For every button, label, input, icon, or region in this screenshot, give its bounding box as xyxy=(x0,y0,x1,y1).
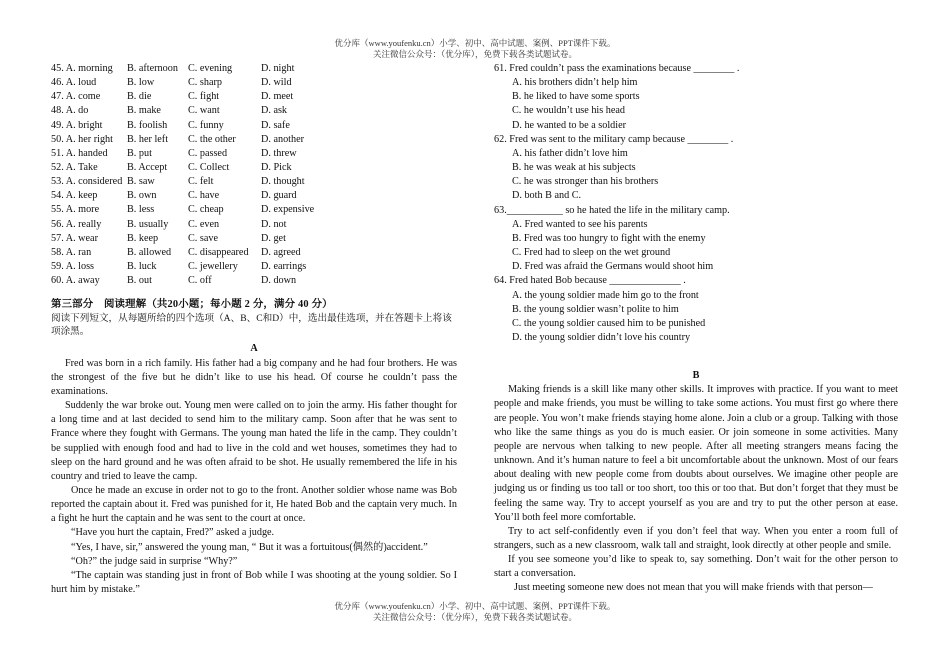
question-option: B. the young soldier wasn’t polite to him xyxy=(512,303,679,315)
cloze-option: B. usually xyxy=(127,218,169,230)
cloze-option: 54. A. keep xyxy=(51,190,98,202)
passage-a-paragraph-1: Fred was born in a rich family. His father had a big company and he had four brothers. He was the strongest of the five but he didn’t like to use his head. Of course he couldn’t pass the examinations. xyxy=(51,357,457,397)
question-option: A. Fred wanted to see his parents xyxy=(512,218,648,230)
cloze-option: 52. A. Take xyxy=(51,161,98,173)
cloze-option: C. jewellery xyxy=(188,260,238,272)
cloze-option-row xyxy=(51,104,457,118)
cloze-option: C. passed xyxy=(188,147,228,159)
cloze-option: 50. A. her right xyxy=(51,133,113,145)
passage-a-paragraph-3: Once he made an excuse in order not to go to the front. Another soldier whose name was Bob reported the captain about it. Fred was punished for it, He hated Bob and the captain very much. In a fight he hurt the captain and he was sent to the court at once. xyxy=(51,484,457,525)
question-option: D. he wanted to be a soldier xyxy=(512,119,627,131)
cloze-option: 46. A. loud xyxy=(51,77,97,89)
cloze-option: D. Pick xyxy=(261,161,292,173)
question-option: D. both B and C. xyxy=(512,190,582,202)
cloze-options xyxy=(51,62,457,288)
question-stem: 64. Fred hated Bob because ______________ . xyxy=(494,275,686,287)
cloze-option: 59. A. loss xyxy=(51,260,95,272)
question-stem: 63.___________ so he hated the life in the military camp. xyxy=(494,204,730,216)
cloze-option: 45. A. morning xyxy=(51,63,113,74)
footer-line-2: 关注微信公众号：（优分库），免费下载各类试题试卷。 xyxy=(372,612,577,622)
cloze-option: 60. A. away xyxy=(51,275,100,287)
cloze-option-row xyxy=(51,246,457,260)
passage-a-dialogue-3: “Oh?” the judge said in surprise “Why?” xyxy=(71,555,238,567)
passage-b-paragraph-3: If you see someone you’d like to speak to, say something. Don’t wait for the other person to start a conversation. xyxy=(494,554,898,580)
cloze-option: C. cheap xyxy=(188,204,224,216)
page-header xyxy=(0,38,950,60)
cloze-option: 58. A. ran xyxy=(51,246,92,258)
passage-a-dialogue-1: “Have you hurt the captain, Fred?” asked a judge. xyxy=(71,527,275,539)
cloze-option: B. low xyxy=(127,77,155,89)
question-option: A. his father didn’t love him xyxy=(512,147,628,159)
passage-b-paragraph-2: Try to act self-confidently even if you don’t feel that way. When you enter a room full of strangers, such as a new classroom, walk tall and straight, look directly at other people and smile. xyxy=(494,525,898,551)
cloze-option: B. foolish xyxy=(127,119,168,131)
cloze-option: D. wild xyxy=(261,77,292,89)
cloze-option-row xyxy=(51,260,457,274)
cloze-option: C. want xyxy=(188,105,220,117)
cloze-option-row xyxy=(51,161,457,175)
cloze-option-row xyxy=(51,203,457,217)
cloze-option: C. the other xyxy=(188,133,236,145)
passage-a-paragraph-2: Suddenly the war broke out. Young men were called on to join the army. His father thought for a long time and at last decided to send him to the military camp. Soon after that he was sent to France where they fought with Germans. The young man hated the life in the camp. They couldn’t be supplied with enough food and had to live in the cold and wet houses, sometimes they had to sleep on the hard ground and he was often afraid to be shot. He usually remembered the life in his country and tried to leave the camp. xyxy=(51,400,457,482)
question-stem: 62. Fred was sent to the military camp because ________ . xyxy=(494,133,734,145)
cloze-option: 51. A. handed xyxy=(51,147,108,159)
section3-instruction: 阅读下列短文，从每题所给的四个选项（A、B、C和D）中，选出最佳选项，并在答题卡上将该项涂黑。 xyxy=(51,313,452,338)
cloze-option: C. disappeared xyxy=(188,246,249,258)
cloze-option: 53. A. considered xyxy=(51,176,123,188)
question-option: C. Fred had to sleep on the wet ground xyxy=(512,247,671,259)
cloze-option: C. felt xyxy=(188,176,214,188)
cloze-option: 55. A. more xyxy=(51,204,100,216)
cloze-option: 49. A. bright xyxy=(51,119,103,131)
left-column xyxy=(51,62,457,597)
cloze-option: B. Accept xyxy=(127,161,168,173)
cloze-option: B. out xyxy=(127,275,152,287)
cloze-option: C. save xyxy=(188,232,218,244)
cloze-option-row xyxy=(51,119,457,133)
cloze-option: D. another xyxy=(261,133,304,145)
cloze-option: C. have xyxy=(188,190,220,202)
cloze-option: B. saw xyxy=(127,176,155,188)
cloze-option-row xyxy=(51,76,457,90)
cloze-option: B. make xyxy=(127,105,161,117)
header-line-1: 优分库（www.youfenku.cn）小学、初中、高中试题、案例、PPT课件下载。 xyxy=(334,38,616,48)
question-option: B. Fred was too hungry to fight with the enemy xyxy=(512,232,706,244)
footer-line-1: 优分库（www.youfenku.cn）小学、初中、高中试题、案例、PPT课件下载。 xyxy=(334,601,616,611)
cloze-option: C. Collect xyxy=(188,161,230,173)
section3-title: 第三部分 阅读理解（共20小题；每小题 2 分，满分 40 分） xyxy=(51,299,333,311)
cloze-option: D. ask xyxy=(261,105,288,117)
cloze-option-row xyxy=(51,189,457,203)
cloze-option: B. afternoon xyxy=(127,63,178,74)
cloze-option-row xyxy=(51,232,457,246)
cloze-option: B. keep xyxy=(127,232,159,244)
cloze-option: C. evening xyxy=(188,63,233,74)
cloze-option: D. safe xyxy=(261,119,290,131)
passage-b-title: B xyxy=(692,370,700,382)
cloze-option-row xyxy=(51,62,457,76)
cloze-option: 56. A. really xyxy=(51,218,102,230)
question-option: A. the young soldier made him go to the front xyxy=(512,289,699,301)
cloze-option-row xyxy=(51,90,457,104)
cloze-option: B. her left xyxy=(127,133,169,145)
cloze-option: D. earrings xyxy=(261,260,307,272)
question-option: C. he was stronger than his brothers xyxy=(512,176,659,188)
cloze-option: C. fight xyxy=(188,91,220,103)
right-column xyxy=(494,62,898,596)
cloze-option: B. put xyxy=(127,147,152,159)
cloze-option: B. own xyxy=(127,190,157,202)
cloze-option: D. expensive xyxy=(261,204,315,216)
cloze-option: D. meet xyxy=(261,91,294,103)
question-option: D. the young soldier didn’t love his country xyxy=(512,331,691,343)
cloze-option: D. threw xyxy=(261,147,297,159)
cloze-option: C. funny xyxy=(188,119,224,131)
cloze-option: D. get xyxy=(261,232,286,244)
cloze-option-row xyxy=(51,133,457,147)
passage-a-dialogue-2: “Yes, I have, sir,” answered the young man, “ But it was a fortuitous(偶然的)accident.” xyxy=(71,541,428,553)
question-option: B. he was weak at his subjects xyxy=(512,162,636,174)
question-list xyxy=(494,62,898,345)
cloze-option: 48. A. do xyxy=(51,105,89,117)
cloze-option: B. die xyxy=(127,91,152,103)
cloze-option: B. allowed xyxy=(127,246,172,258)
cloze-option-row xyxy=(51,147,457,161)
cloze-option: B. luck xyxy=(127,260,157,272)
question-option: C. the young soldier caused him to be punished xyxy=(512,317,706,329)
cloze-option: B. less xyxy=(127,204,155,216)
question-option: A. his brothers didn’t help him xyxy=(512,77,638,89)
cloze-option: C. even xyxy=(188,218,220,230)
cloze-option: 47. A. come xyxy=(51,91,101,103)
page-footer xyxy=(0,601,950,623)
cloze-option: D. not xyxy=(261,218,287,230)
question-option: D. Fred was afraid the Germans would shoot him xyxy=(512,261,714,273)
cloze-option: D. down xyxy=(261,275,297,287)
question-option: C. he wouldn’t use his head xyxy=(512,105,625,117)
cloze-option: D. guard xyxy=(261,190,297,202)
passage-b-paragraph-1: Making friends is a skill like many other skills. It improves with practice. If you want to meet people and make friends, you must be willing to take some actions. You must first go where there are people. You won’t make friends staying home alone. Join a club or a group. Talking with those who like the same things as you do is much easier. Or join someone in some activities. Many people are nervous when talking to new people. After all meeting strangers means facing the unknown. And it’s human nature to feel a bit uncomfortable about the unknown. Most of our fears about dealing with new people come from doubts about ourselves. We imagine other people are judging us or finding us too tall or too short, too this or too that. But don’t forget that they must be feeling the same way. Try to accept yourself as you are and try to put the other person at ease. You’ll both feel more comfortable. xyxy=(494,384,898,523)
cloze-option: 57. A. wear xyxy=(51,232,98,244)
cloze-option-row xyxy=(51,175,457,189)
cloze-option-row xyxy=(51,274,457,288)
cloze-option: D. agreed xyxy=(261,246,301,258)
cloze-option: D. night xyxy=(261,63,295,74)
cloze-option: C. sharp xyxy=(188,77,222,89)
question-stem: 61. Fred couldn’t pass the examinations because ________ . xyxy=(494,63,740,74)
question-option: B. he liked to have some sports xyxy=(512,91,640,103)
cloze-option-row xyxy=(51,218,457,232)
header-line-2: 关注微信公众号：（优分库），免费下载各类试题试卷。 xyxy=(372,49,577,59)
cloze-option: C. off xyxy=(188,275,212,287)
passage-a-title: A xyxy=(250,343,258,355)
passage-a-paragraph-4: “The captain was standing just in front of Bob while I was shooting at the young soldier. So I hurt him by mistake.” xyxy=(51,569,457,596)
passage-b-paragraph-4: Just meeting someone new does not mean that you will make friends with that person— xyxy=(514,582,873,594)
cloze-option: D. thought xyxy=(261,176,305,188)
